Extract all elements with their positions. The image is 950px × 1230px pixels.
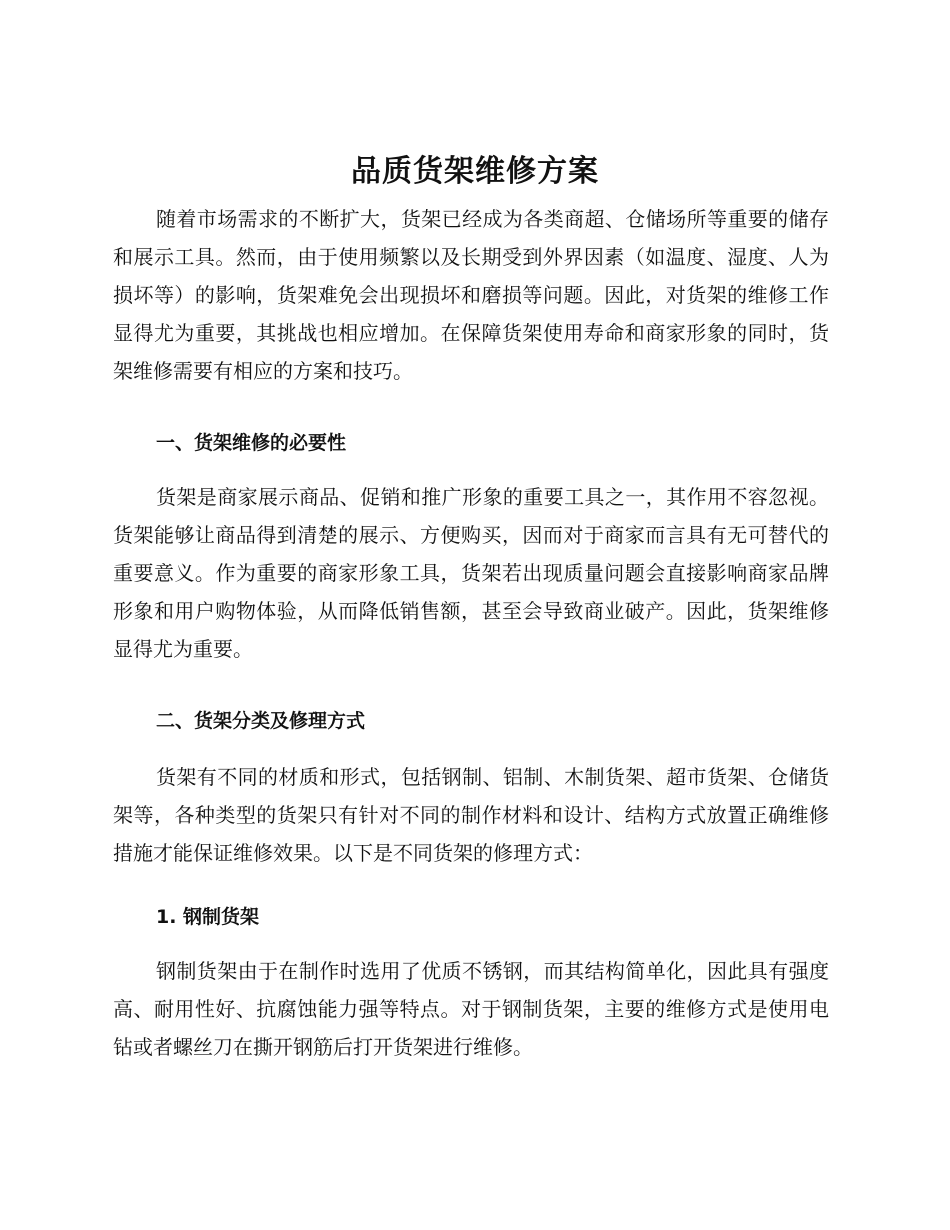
intro-paragraph: 随着市场需求的不断扩大，货架已经成为各类商超、仓储场所等重要的储存和展示工具。然而，由于使用频繁以及长期受到外界因素（如温度、湿度、人为损坏等）的影响，货架难免会出现损坏和磨损等问题。因此，对货架的维修工作显得尤为重要，其挑战也相应增加。在保障货架使用寿命和商家形象的同时，货架维修需要有相应的方案和技巧。 bbox=[113, 207, 829, 383]
subsection-paragraph-steel-shelf: 钢制货架由于在制作时选用了优质不锈钢，而其结构简单化，因此具有强度高、耐用性好、抗腐蚀能力强等特点。对于钢制货架，主要的维修方式是使用电钻或者螺丝刀在撕开钢筋后打开货架进行维修。 bbox=[113, 959, 829, 1059]
section-heading-classification: 二、货架分类及修理方式 bbox=[156, 710, 366, 732]
document-title: 品质货架维修方案 bbox=[351, 154, 599, 189]
section-paragraph-classification: 货架有不同的材质和形式，包括钢制、铝制、木制货架、超市货架、仓储货架等，各种类型的货架只有针对不同的制作材料和设计、结构方式放置正确维修措施才能保证维修效果。以下是不同货架的修理方式： bbox=[113, 765, 829, 865]
section-paragraph-necessity: 货架是商家展示商品、促销和推广形象的重要工具之一，其作用不容忽视。货架能够让商品得到清楚的展示、方便购买，因而对于商家而言具有无可替代的重要意义。作为重要的商家形象工具，货架若出现质量问题会直接影响商家品牌形象和用户购物体验，从而降低销售额，甚至会导致商业破产。因此，货架维修显得尤为重要。 bbox=[113, 485, 829, 661]
section-heading-necessity: 一、货架维修的必要性 bbox=[156, 432, 347, 454]
subsection-heading-steel-shelf: 1. 钢制货架 bbox=[156, 906, 260, 928]
